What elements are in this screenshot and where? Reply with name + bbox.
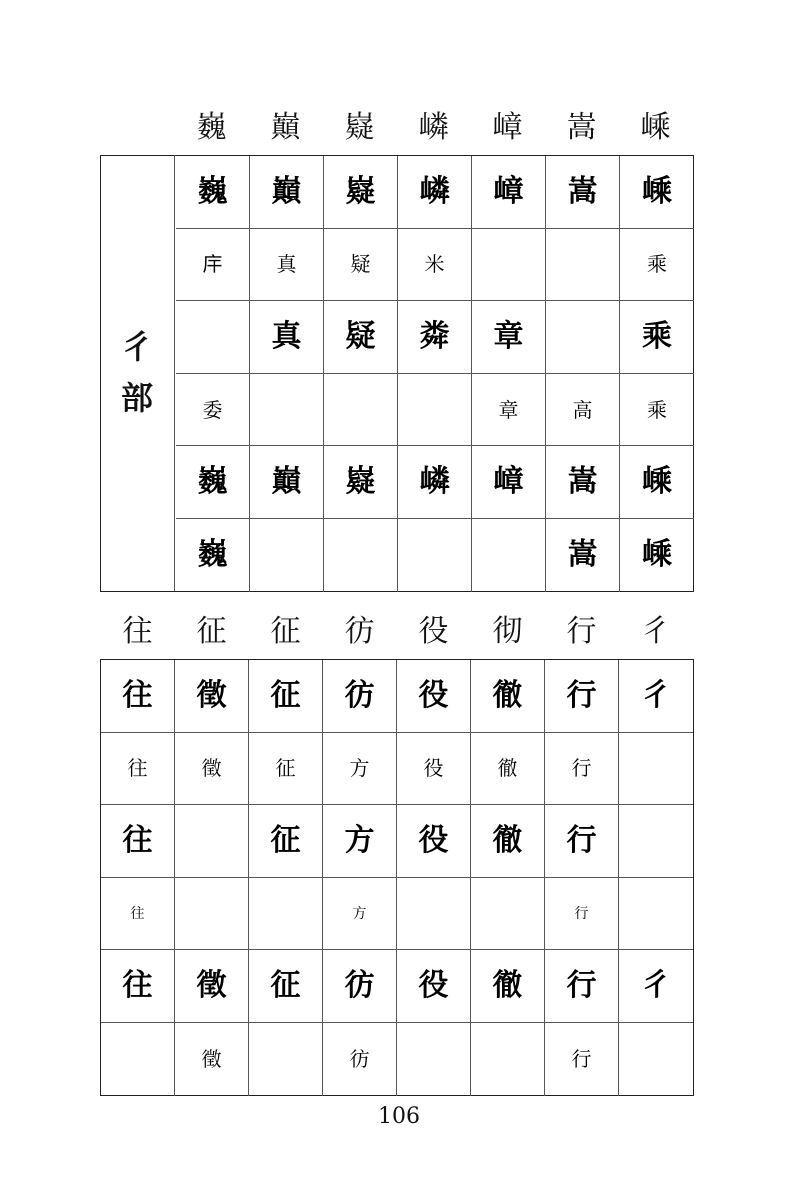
top-glyph: 乘 [647, 397, 667, 422]
top-cell [546, 156, 620, 229]
top-glyph: 嵩 [567, 173, 598, 209]
bottom-cell [545, 805, 619, 878]
top-cell [398, 519, 472, 592]
bottom-glyph: 行 [571, 756, 592, 781]
top-glyph: 巍 [197, 537, 228, 573]
bottom-cell [397, 733, 471, 806]
bottom-header-char: 役 [418, 614, 449, 649]
bottom-cell [323, 950, 397, 1023]
top-cell [472, 156, 546, 229]
bottom-cell [397, 660, 471, 733]
top-header-char: 巔 [270, 110, 301, 145]
bottom-glyph: 徹 [492, 968, 523, 1004]
bottom-cell [619, 950, 693, 1023]
bottom-glyph: 彳 [641, 677, 671, 713]
bottom-cell [619, 660, 693, 733]
top-cell [546, 229, 620, 302]
bottom-cell [101, 805, 175, 878]
bottom-glyph: 役 [418, 968, 449, 1004]
radical-char: 彳 [120, 327, 153, 366]
top-cell [176, 229, 250, 302]
top-cell [176, 519, 250, 592]
bottom-glyph: 徹 [492, 822, 523, 858]
top-cell [250, 446, 324, 519]
bottom-cell [323, 660, 397, 733]
bottom-cell [545, 733, 619, 806]
bottom-glyph: 行 [566, 677, 597, 713]
top-cell [472, 519, 546, 592]
bottom-header-char: 彷 [344, 614, 375, 649]
bottom-cell [397, 805, 471, 878]
bottom-cell [619, 878, 693, 951]
bottom-glyph: 行 [566, 822, 597, 858]
bottom-cell [471, 805, 545, 878]
page-number: 106 [378, 1104, 420, 1129]
bottom-glyph: 方 [344, 822, 375, 858]
top-cell [620, 374, 694, 447]
top-cell [398, 301, 472, 374]
top-cell [398, 229, 472, 302]
bottom-cell [101, 733, 175, 806]
bottom-glyph: 征 [270, 968, 301, 1004]
bottom-cell [323, 1023, 397, 1096]
top-glyph: 𢇛 [202, 252, 223, 277]
bottom-glyph: 役 [418, 677, 449, 713]
top-glyph: 嶙 [419, 464, 450, 500]
bottom-glyph: 行 [571, 1047, 592, 1072]
bottom-glyph: 征 [270, 822, 301, 858]
bottom-header-char: 行 [566, 614, 597, 649]
bottom-cell [619, 805, 693, 878]
bottom-header-char: 征 [270, 614, 301, 649]
bottom-cell [101, 950, 175, 1023]
top-cell [472, 446, 546, 519]
top-glyph: 米 [424, 252, 445, 277]
bottom-cell [471, 950, 545, 1023]
top-cell [176, 301, 250, 374]
radical-label [100, 155, 175, 591]
bottom-cell [175, 660, 249, 733]
top-cell [546, 374, 620, 447]
top-cell [176, 374, 250, 447]
top-cell [324, 519, 398, 592]
bottom-header-row [101, 612, 693, 652]
bottom-cell [249, 878, 323, 951]
bottom-cell [249, 733, 323, 806]
top-cell [250, 301, 324, 374]
bottom-glyph: 役 [418, 822, 449, 858]
top-cell [620, 229, 694, 302]
top-cell [398, 374, 472, 447]
top-cell [176, 446, 250, 519]
top-cell [250, 374, 324, 447]
bottom-cell [249, 660, 323, 733]
bottom-cell [545, 1023, 619, 1096]
bottom-cell [397, 950, 471, 1023]
top-header-char: 嵊 [640, 110, 671, 145]
bottom-cell [101, 878, 175, 951]
top-glyph: 乘 [647, 252, 667, 277]
top-cell [176, 156, 250, 229]
bottom-cell [619, 1023, 693, 1096]
bottom-glyph: 徹 [497, 756, 518, 781]
bottom-glyph: 徵 [201, 756, 222, 781]
top-glyph: 真 [276, 252, 297, 277]
bottom-glyph: 行 [574, 905, 589, 922]
top-glyph: 嵊 [642, 173, 672, 209]
bottom-glyph: 行 [566, 968, 597, 1004]
top-header-char: 巍 [196, 110, 227, 145]
bottom-glyph: 方 [352, 905, 367, 922]
top-glyph: 委 [202, 397, 223, 422]
top-glyph: 嵊 [642, 537, 672, 573]
bottom-cell [323, 878, 397, 951]
top-glyph: 巍 [197, 173, 228, 209]
top-header-row [175, 108, 693, 148]
bottom-glyph: 彷 [344, 677, 375, 713]
bottom-cell [471, 1023, 545, 1096]
top-header-char: 嶷 [344, 110, 375, 145]
bottom-cell [323, 733, 397, 806]
top-glyph: 真 [271, 318, 302, 354]
top-cell [250, 229, 324, 302]
bottom-glyph: 往 [122, 968, 153, 1004]
top-cell [398, 446, 472, 519]
bottom-cell [175, 950, 249, 1023]
bottom-cell [545, 660, 619, 733]
bottom-cell [175, 805, 249, 878]
bottom-glyph: 征 [270, 677, 301, 713]
top-cell [398, 156, 472, 229]
bottom-cell [323, 805, 397, 878]
top-cell [472, 301, 546, 374]
bottom-glyph: 彷 [344, 968, 375, 1004]
bottom-glyph: 往 [130, 905, 145, 922]
top-glyph: 嵊 [642, 464, 672, 500]
bottom-cell [175, 1023, 249, 1096]
top-cell [472, 229, 546, 302]
bottom-glyph: 徵 [196, 968, 227, 1004]
top-cell [546, 446, 620, 519]
bottom-glyph: 役 [423, 756, 444, 781]
bottom-glyph: 徵 [196, 677, 227, 713]
bottom-cell [545, 950, 619, 1023]
bottom-glyph: 徵 [201, 1047, 222, 1072]
bottom-glyph: 往 [122, 822, 153, 858]
top-cell [546, 519, 620, 592]
bottom-glyph: 徹 [492, 677, 523, 713]
top-glyph: 疑 [345, 318, 376, 354]
top-cell [324, 301, 398, 374]
top-cell [620, 446, 694, 519]
bottom-cell [471, 878, 545, 951]
top-cell [620, 301, 694, 374]
top-glyph: 粦 [419, 318, 450, 354]
top-glyph: 巔 [271, 464, 302, 500]
top-header-char: 嶂 [492, 110, 523, 145]
bottom-cell [397, 878, 471, 951]
top-cell [324, 229, 398, 302]
top-glyph: 嶷 [345, 464, 376, 500]
bottom-cell [175, 878, 249, 951]
top-cell [250, 519, 324, 592]
top-glyph: 嶙 [419, 173, 450, 209]
top-cell [324, 446, 398, 519]
bottom-glyph: 方 [349, 756, 370, 781]
bottom-cell [545, 878, 619, 951]
top-glyph: 嶷 [345, 173, 376, 209]
bottom-header-char: 往 [122, 614, 153, 649]
bottom-glyph: 征 [275, 756, 296, 781]
top-cell [472, 374, 546, 447]
top-glyph: 嵩 [567, 537, 598, 573]
bottom-cell [101, 660, 175, 733]
top-glyph: 章 [493, 318, 524, 354]
bottom-header-char: 征 [196, 614, 227, 649]
top-glyph: 嶂 [493, 464, 524, 500]
top-glyph: 嶂 [493, 173, 524, 209]
top-glyph: 章 [498, 397, 519, 422]
bottom-cell [471, 660, 545, 733]
radical-char: 部 [120, 379, 153, 417]
bottom-cell [619, 733, 693, 806]
bottom-cell [249, 950, 323, 1023]
bottom-glyph: 往 [122, 677, 153, 713]
top-glyph: 巍 [197, 464, 228, 500]
top-glyph: 乘 [642, 318, 672, 354]
top-cell [620, 519, 694, 592]
bottom-header-char: 彳 [640, 614, 671, 649]
top-header-char: 嶙 [418, 110, 449, 145]
bottom-cell [101, 1023, 175, 1096]
bottom-glyph: 彷 [349, 1047, 370, 1072]
bottom-cell [249, 1023, 323, 1096]
bottom-cell [249, 805, 323, 878]
top-cell [546, 301, 620, 374]
top-cell [250, 156, 324, 229]
top-glyph: 疑 [350, 252, 371, 277]
bottom-header-char: 彻 [492, 614, 523, 649]
top-cell [324, 156, 398, 229]
bottom-glyph: 彳 [641, 968, 671, 1004]
bottom-glyph: 往 [127, 756, 148, 781]
top-glyph: 巔 [271, 173, 302, 209]
top-cell [620, 156, 694, 229]
bottom-cell [175, 733, 249, 806]
bottom-cell [397, 1023, 471, 1096]
top-cell [324, 374, 398, 447]
bottom-cell [471, 733, 545, 806]
top-glyph: 嵩 [567, 464, 598, 500]
top-glyph: 高 [572, 397, 593, 422]
top-header-char: 嵩 [566, 110, 597, 145]
